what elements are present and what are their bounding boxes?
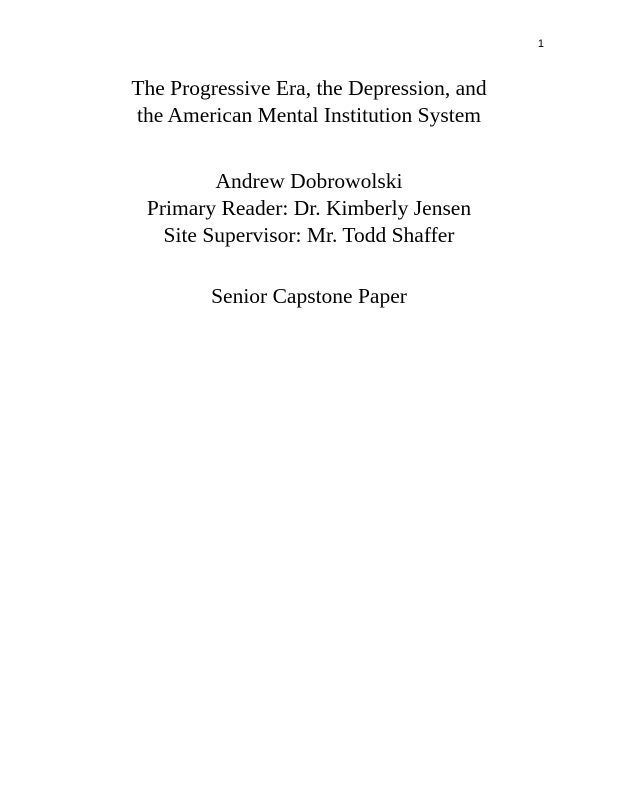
paper-type-label: Senior Capstone Paper (211, 284, 407, 308)
author-name: Andrew Dobrowolski (215, 169, 403, 193)
title-line-1: The Progressive Era, the Depression, and (131, 76, 487, 100)
paper-type (0, 283, 618, 310)
primary-reader: Primary Reader: Dr. Kimberly Jensen (146, 196, 472, 220)
site-supervisor: Site Supervisor: Mr. Todd Shaffer (163, 223, 455, 247)
paper-title (0, 75, 618, 129)
author-block (0, 168, 618, 249)
page-number: 1 (537, 38, 544, 50)
title-line-2: the American Mental Institution System (137, 103, 481, 127)
